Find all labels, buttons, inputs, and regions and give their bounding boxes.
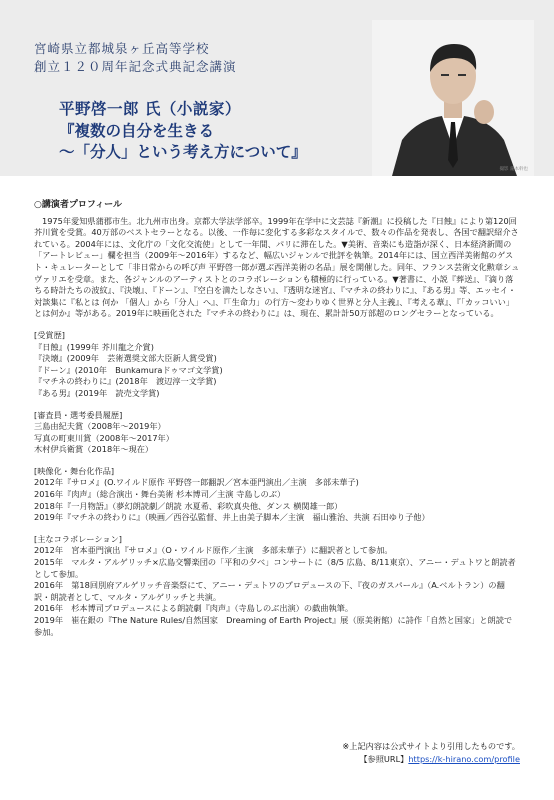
judges-section <box>34 410 520 456</box>
list-item: 『ドーン』(2010年 Bunkamuraドゥマゴ文学賞) <box>34 364 223 375</box>
speaker-name: 平野啓一郎 氏（小説家） <box>59 99 241 118</box>
main-content <box>34 200 520 638</box>
list-item: 2019年『マチネの終わりに』（映画／西谷弘監督、井上由美子脚本／主演 福山雅治、共演 石田ゆり子他） <box>34 512 430 523</box>
citation-note: ※上記内容は公式サイトより引用したものです。 <box>342 741 520 751</box>
lecture-title-line-1: 『複数の自分を生きる <box>59 121 215 140</box>
collab-heading: [主なコラボレーション] <box>34 533 122 544</box>
collab-section <box>34 534 520 638</box>
school-line-1: 宮崎県立都城泉ヶ丘高等学校 <box>34 41 210 56</box>
awards-heading: [受賞歴] <box>34 329 65 340</box>
awards-section <box>34 330 520 400</box>
list-item: 2015年 マルタ・アルゲリッチ×広島交響楽団の「平和の夕べ」コンサートに（8/5 広島、8/11東京）、アニー・デュトワと朗読者として参加。 <box>34 557 516 579</box>
list-item: 2019年 崔在銀の『The Nature Rules/自然国家 Dreaming of Earth Project』展（原美術館）に詩作「自然と国家」と朗読で参加。 <box>34 615 513 637</box>
reference-url-link[interactable]: https://k-hirano.com/profile <box>408 754 520 764</box>
photo-credit: 撮影 瀧本幹也 <box>499 167 528 172</box>
school-name <box>34 40 237 76</box>
list-item: 2016年 第18回別府アルゲリッチ音楽祭にて、アニー・デュトワのプロデュースの下、『夜のガスパール』（A.ベルトラン）の翻訳・朗読者として、マルタ・アルゲリッチと共演。 <box>34 580 505 602</box>
list-item: 2016年『肉声』（総合演出・舞台美術 杉本博司／主演 寺島しのぶ） <box>34 489 286 500</box>
school-line-2: 創立１２０周年記念式典記念講演 <box>34 59 237 74</box>
profile-heading: ○講演者プロフィール <box>34 200 122 210</box>
reference-url-line <box>300 753 520 766</box>
list-item: 2012年 宮本亜門演出『サロメ』（O・ワイルド原作／主演 多部未華子）に翻訳者として参加。 <box>34 545 393 556</box>
list-item: 『マチネの終わりに』(2018年 渡辺淳一文学賞) <box>34 376 217 387</box>
lecture-title-line-2: ～「分人」という考え方について』 <box>59 142 307 161</box>
footer-note <box>300 740 520 766</box>
portrait-image <box>372 20 534 176</box>
works-heading: [映像化・舞台化作品] <box>34 465 115 476</box>
list-item: 2016年 杉本博司プロデュースによる朗読劇『肉声』（寺島しのぶ出演）の戯曲執筆。 <box>34 603 354 614</box>
list-item: 2012年『サロメ』(O.ワイルド原作 平野啓一郎翻訳／宮本亜門演出／主演 多部未華子) <box>34 477 359 488</box>
lecture-title-block <box>34 98 307 162</box>
speaker-photo <box>372 20 534 176</box>
list-item: 木村伊兵衛賞（2018年～現在） <box>34 444 154 455</box>
list-item: 『決壊』(2009年 芸術選奨文部大臣新人賞受賞) <box>34 353 217 364</box>
list-item: 写真の町東川賞（2008年～2017年） <box>34 432 174 443</box>
profile-bio: 1975年愛知県蒲郡市生。北九州市出身。京都大学法学部卒。1999年在学中に文芸誌『新潮』に投稿した『日蝕』により第120回芥川賞を受賞。40万部のベストセラーとなる。以後、一作毎に変化する多彩なスタイルで、数々の作品を発表し、各国で翻訳紹介されている。2004年には、文化庁の「文化交流使」として一年間、パリに滞在した。▼美術、音楽にも造詣が深く、日本経済新聞の「アートレビュー」欄を担当（2009年～2016年）するなど、幅広いジャンルで批評を執筆。2014年には、国立西洋美術館のゲスト・キュレーターとして「非日常からの呼び声 平野啓一郎が選ぶ西洋美術の名品」展を開催した。同年、フランス芸術文化勲章シュヴァリエを受章。また、各ジャンルのアーティストとのコラボレーションも積極的に行っている。▼著書に、小説『葬送』、『滴り落ちる時計たちの波紋』、『決壊』、『ドーン』、『空白を満たしなさい』、『透明な迷宮』、『マチネの終わりに』、『ある男』等、エッセイ・対談集に『私とは 何か 「個人」から「分人」へ』、『「生命力」の行方～変わりゆく世界と分人主義』、『考える葦』、『「カッコいい」とは何か』等がある。2019年に映画化された『マチネの終わりに』は、現在、累計計50万部超のロングセラーとなっている。 <box>34 215 520 319</box>
list-item: 『日蝕』(1999年 芥川龍之介賞) <box>34 341 154 352</box>
list-item: 『ある男』(2019年 読売文学賞) <box>34 387 160 398</box>
works-section <box>34 466 520 524</box>
header-banner <box>0 0 554 176</box>
list-item: 2018年『一月物語』（夢幻朗読劇／朗読 水夏希、彩吹真央他、ダンス 横関雄一郎） <box>34 500 343 511</box>
list-item: 三島由紀夫賞（2008年～2019年） <box>34 421 166 432</box>
reference-url-label: 【参照URL】 <box>359 754 409 764</box>
judges-heading: [審査員・選考委員履歴] <box>34 409 123 420</box>
